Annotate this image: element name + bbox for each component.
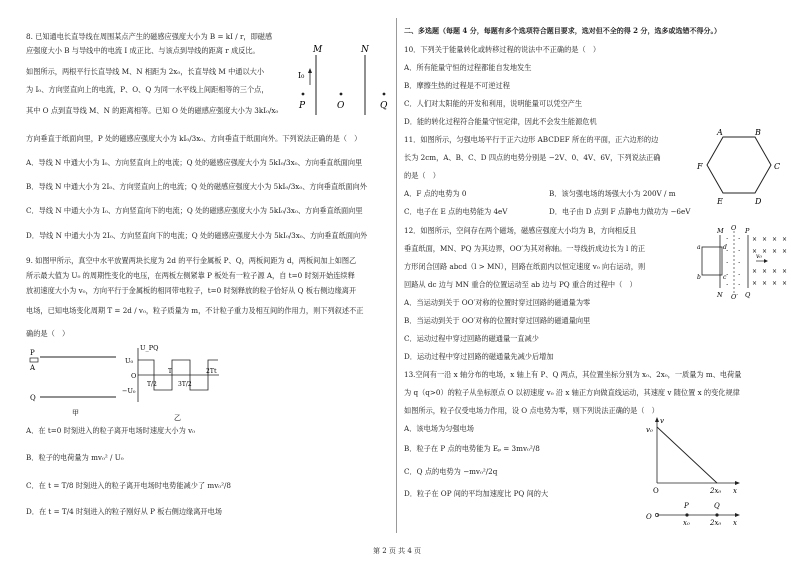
field-dot: · [738, 281, 741, 289]
label-O: O [337, 101, 345, 111]
q8-line1: 8. 已知通电长直导线在周围某点产生的磁感应强度大小为 B = kI / r，即磁感 [26, 32, 273, 41]
label-jia: 甲 [72, 409, 79, 417]
q11-hexagon-figure [695, 125, 790, 210]
q8-line4: 为 I₀、方向竖直向上的电流，P、O、Q 为同一水平线上间距相等的三个点， [26, 85, 269, 94]
label-A: A [717, 128, 723, 137]
label-v0: v₀ [646, 426, 653, 434]
q9-option-b: B．粒子的电荷量为 mv₀² / U₀ [26, 453, 124, 462]
q10-option-a: A．所有能量守恒的过程都能自发地发生 [404, 63, 532, 72]
label-C: C [774, 162, 781, 171]
label-2x0: 2x₀ [710, 487, 722, 495]
label-v0: v₀ [756, 253, 762, 260]
q10-option-c: C．人们对太阳能的开发和利用，说明能量可以凭空产生 [404, 99, 583, 108]
field-cross: × [752, 280, 758, 287]
label-Q: Q [714, 502, 720, 510]
field-in-crosses [752, 236, 787, 287]
label-3T2: 3T/2 [178, 381, 192, 388]
x-axis-arrowhead [735, 481, 740, 485]
label-Q: Q [745, 291, 751, 299]
source-A [30, 358, 38, 362]
label-O: O [653, 487, 659, 495]
q11-option-b: B．该匀强电场的场强大小为 200V / m [549, 189, 676, 198]
q9-line2: 所示最大值为 U₀ 的周期性变化的电压，在两板左侧紧靠 P 板处有一粒子源 A，自 t=0 时刻开始连续释 [26, 271, 355, 280]
label-Q: Q [30, 394, 36, 402]
label-T: T [168, 368, 173, 375]
q9-plates-figure [28, 345, 120, 420]
q12-option-d: D．运动过程中穿过回路的磁通量先减少后增加 [404, 352, 554, 361]
field-cross: × [782, 248, 788, 255]
label-yi: 乙 [174, 414, 181, 422]
label-Op: O′ [731, 293, 738, 300]
q8-wires-figure [288, 40, 398, 118]
label-B: B [755, 128, 761, 137]
q12-option-b: B．当运动到关于 OO′对称的位置时穿过回路的磁通量向里 [404, 316, 591, 325]
label-M: M [717, 227, 724, 235]
label-N: N [361, 45, 369, 55]
label-negU0: −U₀ [122, 387, 136, 395]
q9-voltage-graph [122, 340, 222, 425]
field-cross: × [772, 280, 778, 287]
q12-line3: 方形闭合回路 abcd（l > MN），回路在纸面内以恒定速度 v₀ 向右运动，则 [404, 262, 646, 271]
label-O2: O [646, 513, 652, 521]
q12-field-figure [688, 225, 791, 300]
field-cross: × [772, 236, 778, 243]
q11-option-c: C．电子在 E 点的电势能为 4eV [404, 207, 508, 216]
field-dot: · [738, 247, 741, 255]
field-cross: × [782, 268, 788, 275]
label-P: P [299, 101, 306, 111]
field-cross: × [772, 268, 778, 275]
page-footer: 第 2 页 共 4 页 [372, 547, 422, 555]
q13-option-c: C．Q 点的电势为 −mv₀²/2q [404, 467, 498, 476]
field-dot: · [726, 235, 729, 243]
q9-line3: 放初速度大小为 v₀，方向平行于金属板的相同带电粒子，t=0 时刻释放的粒子恰好从 Q 板右侧边缘离开 [26, 286, 357, 295]
q8-line6: 方向垂直于纸面向里，P 处的磁感应强度大小为 kI₀/3x₀、方向垂直于纸面向外。下列说法正确的是（ ） [26, 134, 362, 143]
loop-abcd [702, 247, 722, 275]
field-cross: × [752, 268, 758, 275]
q8-option-a: A．导线 N 中通大小为 I₀、方向竖直向上的电流；Q 处的磁感应强度大小为 5kI₀/3x₀、方向垂直纸面向里 [26, 158, 363, 167]
q9-line1: 9. 如图甲所示，真空中水平放置两块长度为 2d 的平行金属板 P、Q，两板间距为 d，两板间加上如图乙 [26, 256, 357, 265]
q13-line3: 如图所示，粒子仅受电场力作用，设 O 点电势为零，则下列说法正确的是（ ） [404, 406, 659, 415]
field-cross: × [762, 268, 768, 275]
field-cross: × [782, 280, 788, 287]
field-cross: × [762, 248, 768, 255]
q12-line2: 垂直纸面，MN、PQ 为其边界，OO′为其对称轴。一导线折成边长为 l 的正 [404, 244, 646, 253]
q13-option-b: B．粒子在 P 点的电势能为 Eₚ = 3mv₀²/8 [404, 444, 540, 453]
v-x-line [657, 427, 717, 483]
label-I0: I₀ [298, 71, 305, 80]
label-P: P [745, 227, 750, 235]
q10-option-d: D．能的转化过程符合能量守恒定律，因此不会发生能源危机 [404, 117, 597, 126]
q9-line5: 确的是（ ） [26, 329, 70, 338]
label-O: O [131, 372, 137, 380]
q9-option-c: C．在 t = T/8 时刻进入的粒子离开电场时电势能减少了 mv₀²/8 [26, 481, 232, 490]
q11-line3: 的是（ ） [404, 171, 440, 180]
field-cross: × [752, 248, 758, 255]
v-axis-arrowhead [655, 417, 659, 422]
field-dot: · [738, 271, 741, 279]
label-a: a [697, 244, 701, 251]
field-cross: × [772, 248, 778, 255]
section-title: 二、多选题（每题 4 分，每题有多个选项符合题目要求，选对但不全的得 2 分，选多或选错不得分。） [404, 26, 721, 35]
q8-line3: 如图所示，两根平行长直导线 M、N 相距为 2x₀，长直导线 M 中通以大小 [26, 67, 265, 76]
point-P [302, 93, 305, 96]
label-N: N [717, 291, 723, 299]
label-x: x [733, 487, 737, 495]
q13-graphs-figure [645, 415, 750, 527]
current-arrowhead [308, 68, 312, 73]
q12-option-a: A．当运动到关于 OO′对称的位置时穿过回路的磁通量为零 [404, 298, 591, 307]
point-Q [715, 513, 718, 516]
q8-option-b: B．导线 N 中通大小为 2I₀、方向竖直向上的电流；Q 处的磁感应强度大小为 5kI₀/3x₀、方向垂直纸面向外 [26, 182, 367, 191]
label-M: M [313, 45, 323, 55]
field-cross: × [762, 280, 768, 287]
q13-option-a: A．该电场为匀强电场 [404, 424, 474, 433]
label-2T: 2T [206, 368, 214, 375]
q8-option-d: D．导线 N 中通大小为 2I₀、方向竖直向下的电流；Q 处的磁感应强度大小为 5kI₀/3x₀、方向垂直纸面向外 [26, 231, 368, 240]
point-Q [383, 93, 386, 96]
position-axis-arrowhead [735, 513, 740, 517]
q12-option-c: C．运动过程中穿过回路的磁通量一直减少 [404, 334, 539, 343]
field-dot: · [738, 259, 741, 267]
field-cross: × [782, 236, 788, 243]
hexagon [707, 137, 771, 193]
label-2x0b: 2x₀ [710, 519, 722, 527]
q11-line1: 11．如图所示，匀强电场平行于正六边形 ABCDEF 所在的平面，正六边形的边 [404, 135, 659, 144]
label-d: d [723, 244, 727, 251]
field-dot: · [738, 235, 741, 243]
label-T2: T/2 [147, 381, 157, 388]
q9-option-d: D．在 t = T/4 时刻进入的粒子刚好从 P 板右侧边缘离开电场 [26, 507, 222, 516]
field-dot: · [726, 281, 729, 289]
label-Upq: U_PQ [140, 344, 159, 352]
q8-line5: 其中 O 点到直导线 M、N 的距离相等。已知 O 处的磁感应强度大小为 3kI₀/x₀ [26, 106, 279, 115]
label-x2: x [733, 519, 737, 527]
label-v: v [660, 417, 664, 425]
field-cross: × [752, 236, 758, 243]
label-E: E [717, 197, 723, 206]
q12-line4: 回路从 dc 边与 MN 重合的位置运动至 ab 边与 PQ 重合的过程中（ ） [404, 280, 637, 289]
field-out-dots [726, 235, 740, 289]
label-Q: Q [380, 101, 388, 111]
q8-line2: 应强度大小 B 与导线中的电流 I 成正比、与该点到导线的距离 r 成反比。 [26, 46, 260, 55]
q8-option-c: C．导线 N 中通大小为 I₀、方向竖直向下的电流；Q 处的磁感应强度大小为 5kI₀/3x₀、方向垂直纸面向里 [26, 206, 363, 215]
point-O [340, 93, 343, 96]
label-A: A [30, 364, 36, 372]
label-O: O [731, 225, 737, 232]
field-cross: × [762, 236, 768, 243]
q12-line1: 12．如图所示，空间存在两个磁场，磁感应强度大小均为 B，方向相反且 [404, 226, 637, 235]
label-b: b [697, 274, 701, 281]
q11-option-d: D．电子由 D 点到 F 点静电力做功为 −6eV [549, 207, 691, 216]
velocity-arrowhead [764, 259, 768, 263]
field-dot: · [726, 259, 729, 267]
q11-option-a: A．F 点的电势为 0 [404, 189, 467, 198]
label-P: P [30, 349, 35, 357]
label-F: F [697, 162, 703, 171]
q9-option-a: A．在 t=0 时刻进入的粒子离开电场时速度大小为 v₀ [26, 426, 196, 435]
label-x0: x₀ [683, 519, 690, 527]
label-c: c [723, 274, 727, 281]
q11-line2: 长为 2cm，A、B、C、D 四点的电势分别是 −2V、0、4V、6V，下列说法正确 [404, 153, 661, 162]
field-dot: · [726, 271, 729, 279]
label-P: P [684, 502, 689, 510]
label-D: D [755, 197, 762, 206]
label-t: t [214, 367, 217, 375]
field-dot: · [726, 247, 729, 255]
q13-line1: 13.空间有一沿 x 轴分布的电场，x 轴上有 P、Q 两点，其位置坐标分别为 x₀、2x₀，一质量为 m、电荷量 [404, 370, 742, 379]
point-P [685, 513, 688, 516]
label-U0: U₀ [125, 357, 134, 365]
q10-stem: 10．下列关于能量转化或转移过程的说法中不正确的是（ ） [404, 45, 601, 54]
q9-line4: 电场，已知电场变化周期 T = 2d / v₀，粒子质量为 m，不计粒子重力及相互间的作用力，则下列叙述不正 [26, 306, 364, 315]
q13-line2: 为 q（q>0）的粒子从坐标原点 O 以初速度 v₀ 沿 x 轴正方向做直线运动，其速度 v 随位置 x 的变化规律 [404, 388, 740, 397]
q13-option-d: D．粒子在 OP 间的平均加速度比 PQ 间的大 [404, 489, 549, 498]
q10-option-b: B．摩擦生热的过程是不可逆过程 [404, 81, 510, 90]
